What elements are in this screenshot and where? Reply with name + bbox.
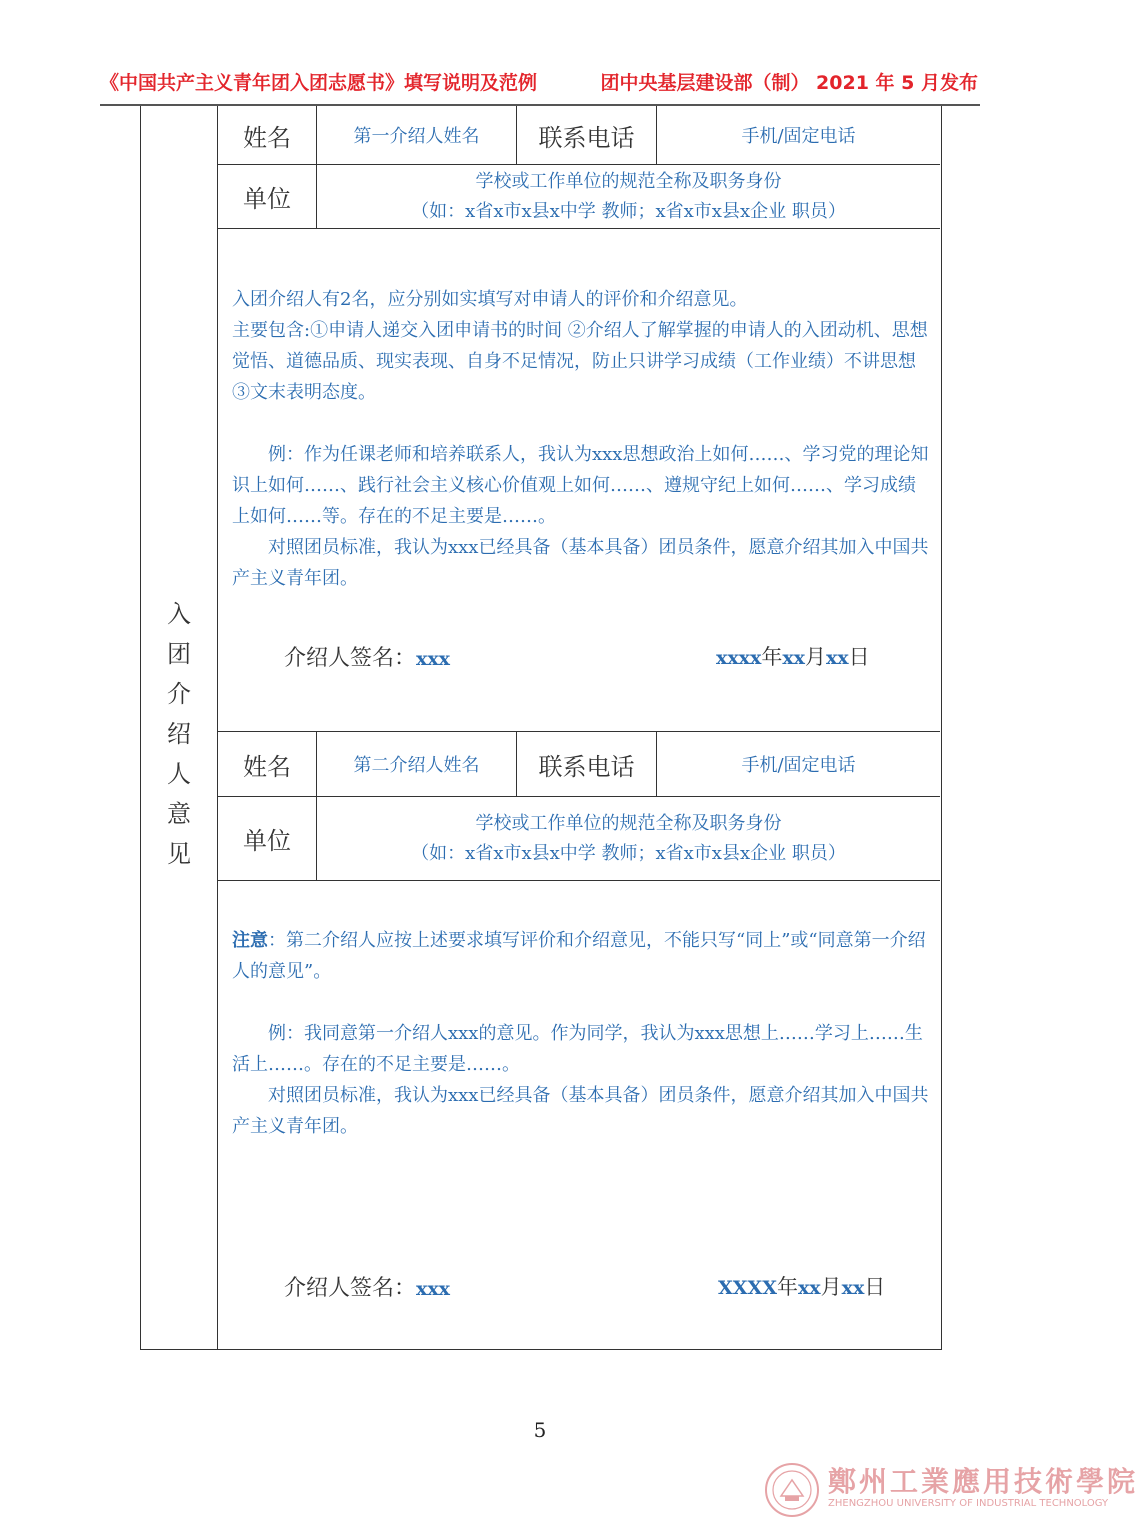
page-number: 5 bbox=[533, 1418, 547, 1442]
unit-line1-1: 学校或工作单位的规范全称及职务身份 bbox=[475, 170, 782, 192]
header-title: 《中国共产主义青年团入团志愿书》填写说明及范例 bbox=[100, 72, 538, 94]
introducer-opinion-form bbox=[140, 106, 942, 1350]
unit-label-1: 单位 bbox=[218, 165, 317, 229]
opinion-area-1[interactable] bbox=[218, 229, 940, 732]
phone-value-1[interactable]: 手机/固定电话 bbox=[657, 106, 940, 165]
signature-1: 介绍人签名：xxx bbox=[284, 646, 450, 671]
note-label-2: 注意 bbox=[232, 930, 268, 951]
signature-value-1: xxx bbox=[416, 648, 450, 670]
university-name-cn: 鄭州工業應用技術學院 bbox=[828, 1465, 1138, 1498]
name-label-2: 姓名 bbox=[218, 732, 317, 797]
name-value-1[interactable]: 第一介绍人姓名 bbox=[317, 106, 517, 165]
date-2: XXXX年xx月xx日 bbox=[718, 1275, 886, 1299]
signature-value-2: xxx bbox=[416, 1278, 450, 1300]
example2-2: 对照团员标准，我认为xxx已经具备（基本具备）团员条件，愿意介绍其加入中国共产主义青年团。 bbox=[232, 1085, 929, 1137]
unit-line2-1: （如：x省x市x县x中学 教师；x省x市x县x企业 职员） bbox=[411, 200, 846, 222]
university-seal-icon bbox=[764, 1462, 820, 1518]
phone-label-2: 联系电话 bbox=[517, 732, 657, 797]
opinion-text-1 bbox=[232, 284, 932, 594]
opinion-text-2 bbox=[232, 925, 932, 1142]
unit-value-2[interactable] bbox=[317, 797, 940, 881]
date-1: xxxx年xx月xx日 bbox=[716, 645, 870, 669]
example1-1: 例：作为任课老师和培养联系人，我认为xxx思想政治上如何……、学习党的理论知识上如何……、践行社会主义核心价值观上如何……、遵规守纪上如何……、学习成绩上如何……等。存在的不足主要是……。 bbox=[232, 444, 929, 527]
name-value-2[interactable]: 第二介绍人姓名 bbox=[317, 732, 517, 797]
university-name-en: ZHENGZHOU UNIVERSITY OF INDUSTRIAL TECHNOLOGY bbox=[828, 1498, 1109, 1509]
example1-2: 例：我同意第一介绍人xxx的意见。作为同学，我认为xxx思想上……学习上……生活上……。存在的不足主要是……。 bbox=[232, 1023, 923, 1075]
page-header bbox=[100, 68, 980, 102]
header-publisher: 团中央基层建设部（制） 2021 年 5 月发布 bbox=[600, 72, 978, 94]
note2-1: 主要包含:①申请人递交入团申请书的时间 ②介绍人了解掌握的申请人的入团动机、思想觉悟、道德品质、现实表现、自身不足情况，防止只讲学习成绩（工作业绩）不讲思想 ③文末表明态度。 bbox=[232, 320, 928, 403]
example2-1: 对照团员标准，我认为xxx已经具备（基本具备）团员条件，愿意介绍其加入中国共产主义青年团。 bbox=[232, 537, 929, 589]
section-label-column bbox=[141, 106, 218, 1349]
unit-value-1[interactable] bbox=[317, 165, 940, 229]
phone-label-1: 联系电话 bbox=[517, 106, 657, 165]
opinion-area-2[interactable] bbox=[218, 881, 940, 1349]
note-2: 注意：第二介绍人应按上述要求填写评价和介绍意见，不能只写“同上”或“同意第一介绍人的意见”。 bbox=[232, 930, 926, 982]
unit-line2-2: （如：x省x市x县x中学 教师；x省x市x县x企业 职员） bbox=[411, 842, 846, 864]
signature-2: 介绍人签名：xxx bbox=[284, 1276, 450, 1301]
unit-label-2: 单位 bbox=[218, 797, 317, 881]
phone-value-2[interactable]: 手机/固定电话 bbox=[657, 732, 940, 797]
unit-line1-2: 学校或工作单位的规范全称及职务身份 bbox=[475, 812, 782, 834]
note1-1: 入团介绍人有2名，应分别如实填写对申请人的评价和介绍意见。 bbox=[232, 289, 748, 310]
name-label-1: 姓名 bbox=[218, 106, 317, 165]
section-label: 入 团 介 绍 人 意 见 bbox=[167, 600, 191, 868]
university-watermark bbox=[764, 1458, 1138, 1520]
